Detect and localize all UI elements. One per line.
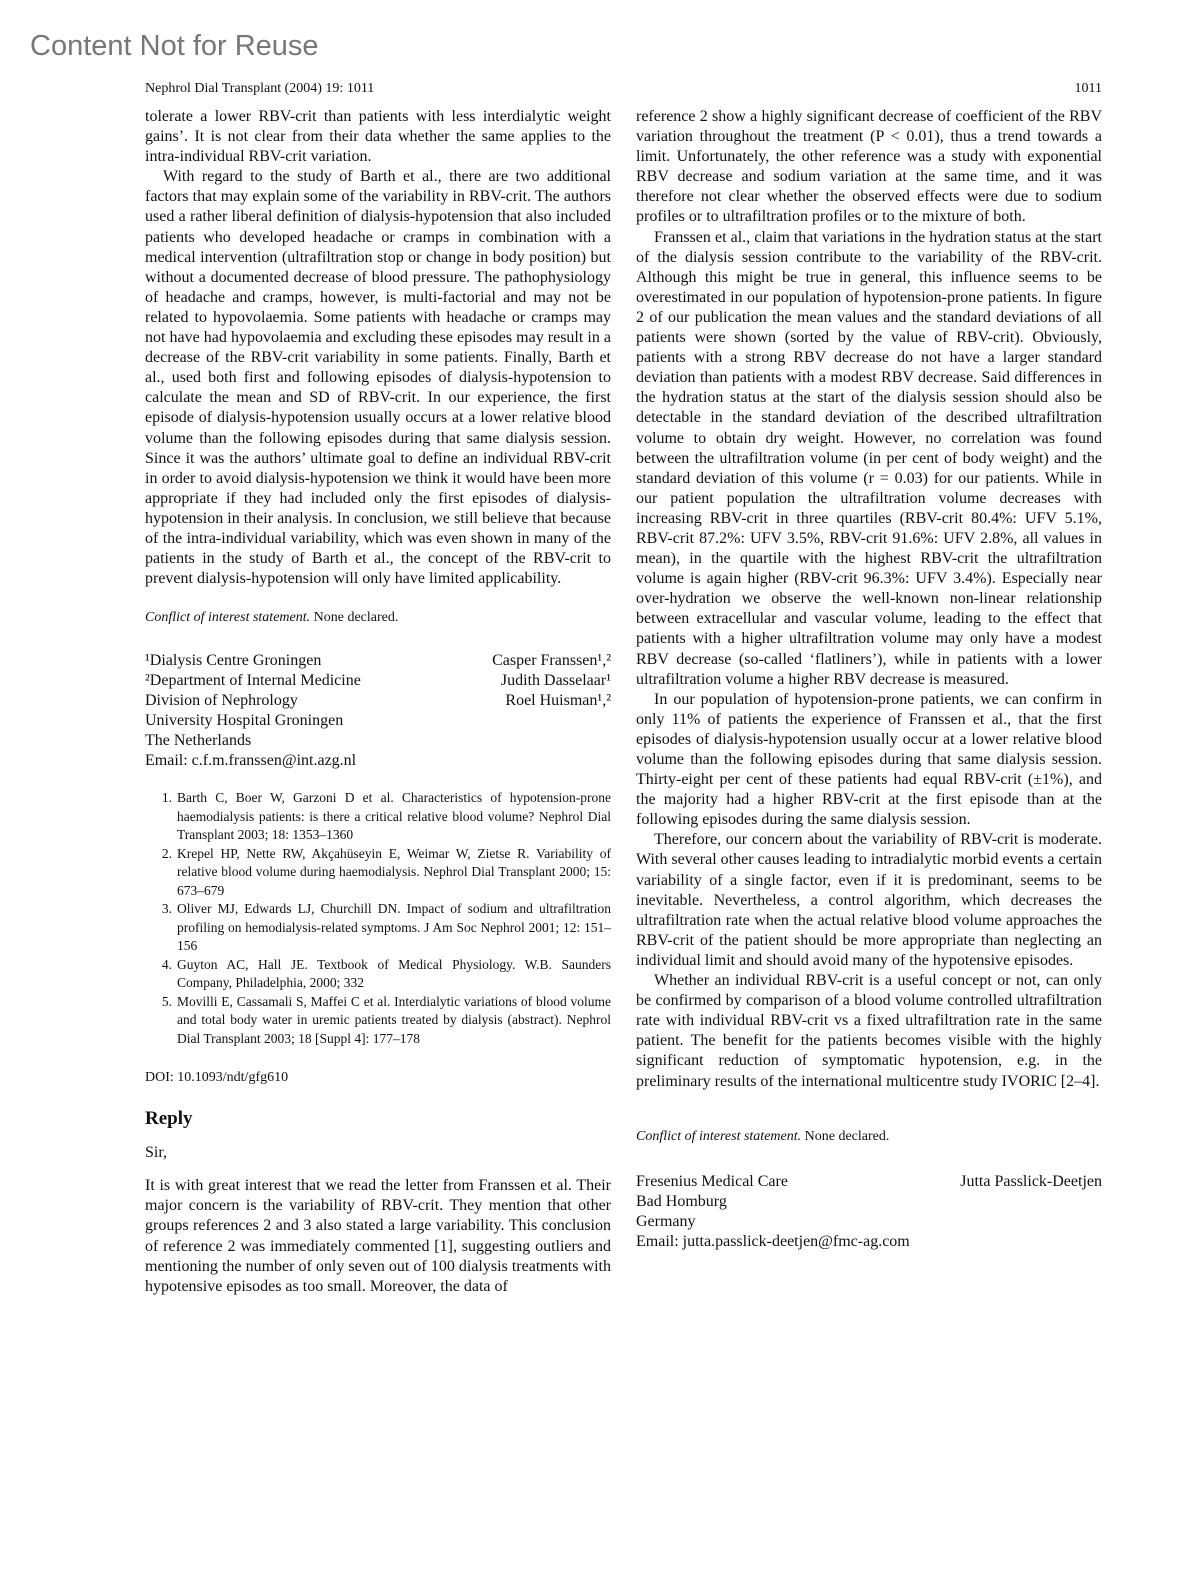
paragraph: Therefore, our concern about the variability of RBV-crit is moderate. With several other causes leading to intradialytic morbid events a certain variability of a single factor, even if it is predominant, seems to be inevitable. Nevertheless, a control algorithm, which decreases the ultrafiltration rate when the actual relative blood volume approaches the RBV-crit of the patient should be more appropriate than neglecting an individual limit and should avoid many of the hypotensive episodes. (636, 831, 1102, 969)
page-number: 1011 (1074, 81, 1102, 96)
email-link[interactable]: Email: c.f.m.franssen@int.azg.nl (145, 752, 357, 770)
right-column (636, 107, 1102, 1252)
affiliation-address (145, 651, 361, 771)
coi-text: None declared. (801, 1128, 890, 1144)
reference-item (145, 789, 611, 845)
coi-label: Conflict of interest statement. (145, 610, 311, 626)
author-name: Roel Huisman¹,² (505, 692, 611, 710)
reference-list (145, 789, 611, 1048)
paragraph: Whether an individual RBV-crit is a useful concept or not, can only be confirmed by comparison of a blood volume controlled ultrafiltration rate with individual RBV-crit vs a fixed ultrafiltration rate in the same patient. The benefit for the patients becomes visible with the highly significant reduction of symptomatic hypotension, e.g. in the preliminary results of the international multicentre study IVORIC [2–4]. (636, 972, 1102, 1090)
author-name: Casper Franssen¹,² (492, 652, 611, 670)
paragraph: Franssen et al., claim that variations in the hydration status at the start of the dialysis session contribute to the variability of the RBV-crit. Although this might be true in general, this influence seems to be overestimated in our population of hypotension-prone patients. In figure 2 of our publication the mean values and the standard deviations of all patients were shown (sorted by the value of RBV-crit). Obviously, patients with a strong RBV decrease do not have a larger standard deviation than patients with a modest RBV decrease. Said differences in the hydration status at the start of the dialysis session should also be detectable in the standard deviation of the described ultrafiltration volume to obtain dry weight. However, no correlation was found between the ultrafiltration volume (in per cent of body weight) and the standard deviation of this volume (r = 0.03) for our patients. While in our patient population the ultrafiltration volume decreases with increasing RBV-crit in three quartiles (RBV-crit 80.4%: UFV 5.1%, RBV-crit 87.2%: UFV 3.5%, RBV-crit 91.6%: UFV 2.8%, all values in mean), in the quartile with the highest RBV-crit the ultrafiltration volume is again higher (RBV-crit 96.3%: UFV 3.4%). Especially near over-hydration we observe the well-known non-linear relationship between extracellular and vascular volume, leading to the effect that patients with a higher ultrafiltration volume may only have a modest RBV decrease (so-called ‘flatliners’), while in patients with a lower ultrafiltration volume a higher RBV decrease is measured. (636, 228, 1102, 688)
reference-number: 4. (161, 956, 172, 972)
email-link[interactable]: Email: jutta.passlick-deetjen@fmc-ag.com (636, 1232, 910, 1250)
reference-text: Barth C, Boer W, Garzoni D et al. Characteristics of hypotension-prone haemodialysis patients: is there a critical relative blood volume? Nephrol Dial Transplant 2003; 18: 1353–1360 (177, 790, 611, 843)
doi[interactable]: DOI: 10.1093/ndt/gfg610 (145, 1070, 289, 1086)
coi-text: None declared. (310, 610, 399, 626)
left-column (145, 107, 611, 1297)
reference-item (145, 845, 611, 901)
affiliation-line: Division of Nephrology (145, 692, 298, 710)
reference-item (145, 993, 611, 1049)
reference-number: 5. (161, 993, 172, 1009)
paragraph: reference 2 show a highly significant decrease of coefficient of the RBV variation throughout the treatment (P < 0.01), thus a trend towards a limit. Unfortunately, the other reference was a study with exponential RBV decrease and sodium variation at the same time, and it was therefore not clear whether the observed effects were due to sodium profiles or to ultrafiltration profiles or to the mixture of both. (636, 108, 1102, 226)
paragraph: It is with great interest that we read the letter from Franssen et al. Their major concern is the variability of RBV-crit. They mention that other groups references 2 and 3 also stated a large variability. This conclusion of reference 2 was immediately commented [1], suggesting outliers and mentioning the number of only seven out of 100 dialysis treatments with hypotensive episodes as too small. Moreover, the data of (145, 1177, 611, 1295)
author-affiliation (145, 651, 611, 771)
journal-header: Nephrol Dial Transplant (2004) 19: 1011 (145, 81, 375, 96)
author-affiliation (636, 1172, 1102, 1252)
reference-number: 3. (161, 901, 172, 917)
reference-text: Oliver MJ, Edwards LJ, Churchill DN. Impact of sodium and ultrafiltration profiling on hemodialysis-related symptoms. J Am Soc Nephrol 2001; 12: 151–156 (177, 901, 611, 954)
affiliation-line: The Netherlands (145, 732, 252, 750)
reference-item (145, 900, 611, 956)
conflict-of-interest (636, 1128, 1102, 1146)
conflict-of-interest (145, 609, 611, 627)
affiliation-line: Bad Homburg (636, 1192, 727, 1210)
salutation: Sir, (145, 1144, 168, 1162)
reference-text: Guyton AC, Hall JE. Textbook of Medical Physiology. W.B. Saunders Company, Philadelphia, 2000; 332 (177, 956, 611, 991)
affiliation-line: University Hospital Groningen (145, 712, 344, 730)
watermark: Content Not for Reuse (30, 30, 319, 62)
reference-number: 2. (161, 845, 172, 861)
affiliation-line: ¹Dialysis Centre Groningen (145, 652, 322, 670)
reference-item (145, 956, 611, 993)
reference-text: Krepel HP, Nette RW, Akçahüseyin E, Weimar W, Zietse R. Variability of relative blood volume during haemodialysis. Nephrol Dial Transplant 2000; 15: 673–679 (177, 845, 611, 898)
author-name: Judith Dasselaar¹ (500, 672, 611, 690)
paragraph: In our population of hypotension-prone patients, we can confirm in only 11% of patients the experience of Franssen et al., that the first episodes of dialysis-hypotension usually occur at a lower relative blood volume than the following episodes during that same dialysis session. Thirty-eight per cent of these patients had equal RBV-crit (±1%), and the majority had a higher RBV-crit at the first episode than at the following episodes during the same dialysis session. (636, 690, 1102, 829)
affiliation-line: Fresenius Medical Care (636, 1172, 788, 1190)
section-heading: Reply (145, 1108, 193, 1130)
paragraph: With regard to the study of Barth et al., there are two additional factors that may explain some of the variability in RBV-crit. The authors used a rather liberal definition of dialysis-hypotension that also included patients who developed headache or cramps in combination with a medical intervention (ultrafiltration stop or change in body position) but without a documented decrease of blood pressure. The pathophysiology of headache and cramps, however, is multi-factorial and may not be related to hypovolaemia. Some patients with headache or cramps may not have had hypovolaemia and excluding these episodes may result in a decrease of the RBV-crit variability in some patients. Finally, Barth et al., used both first and following episodes of dialysis-hypotension to calculate the mean and SD of RBV-crit. In our experience, the first episode of dialysis-hypotension usually occurs at a lower relative blood volume than the following episodes during that same dialysis session. Since it was the authors’ ultimate goal to define an individual RBV-crit in order to avoid dialysis-hypotension we think it would have been more appropriate if they had included only the first episodes of dialysis-hypotension in their analysis. In conclusion, we still believe that because of the intra-individual variability, which was even shown in many of the patients in the study of Barth et al., the concept of the RBV-crit to prevent dialysis-hypotension will only have limited applicability. (145, 168, 611, 588)
paragraph: tolerate a lower RBV-crit than patients with less interdialytic weight gains’. It is not clear from their data whether the same applies to the intra-individual RBV-crit variation. (145, 108, 611, 166)
author-list (492, 651, 611, 771)
coi-label: Conflict of interest statement. (636, 1128, 802, 1144)
author-name: Jutta Passlick-Deetjen (960, 1172, 1102, 1190)
affiliation-line: Germany (636, 1212, 696, 1230)
affiliation-address (636, 1172, 910, 1252)
affiliation-line: ²Department of Internal Medicine (145, 672, 361, 690)
reference-text: Movilli E, Cassamali S, Maffei C et al. Interdialytic variations of blood volume and total body water in uremic patients treated by dialysis (abstract). Nephrol Dial Transplant 2003; 18 [Suppl 4]: 177–178 (177, 993, 611, 1046)
reference-number: 1. (161, 790, 172, 806)
